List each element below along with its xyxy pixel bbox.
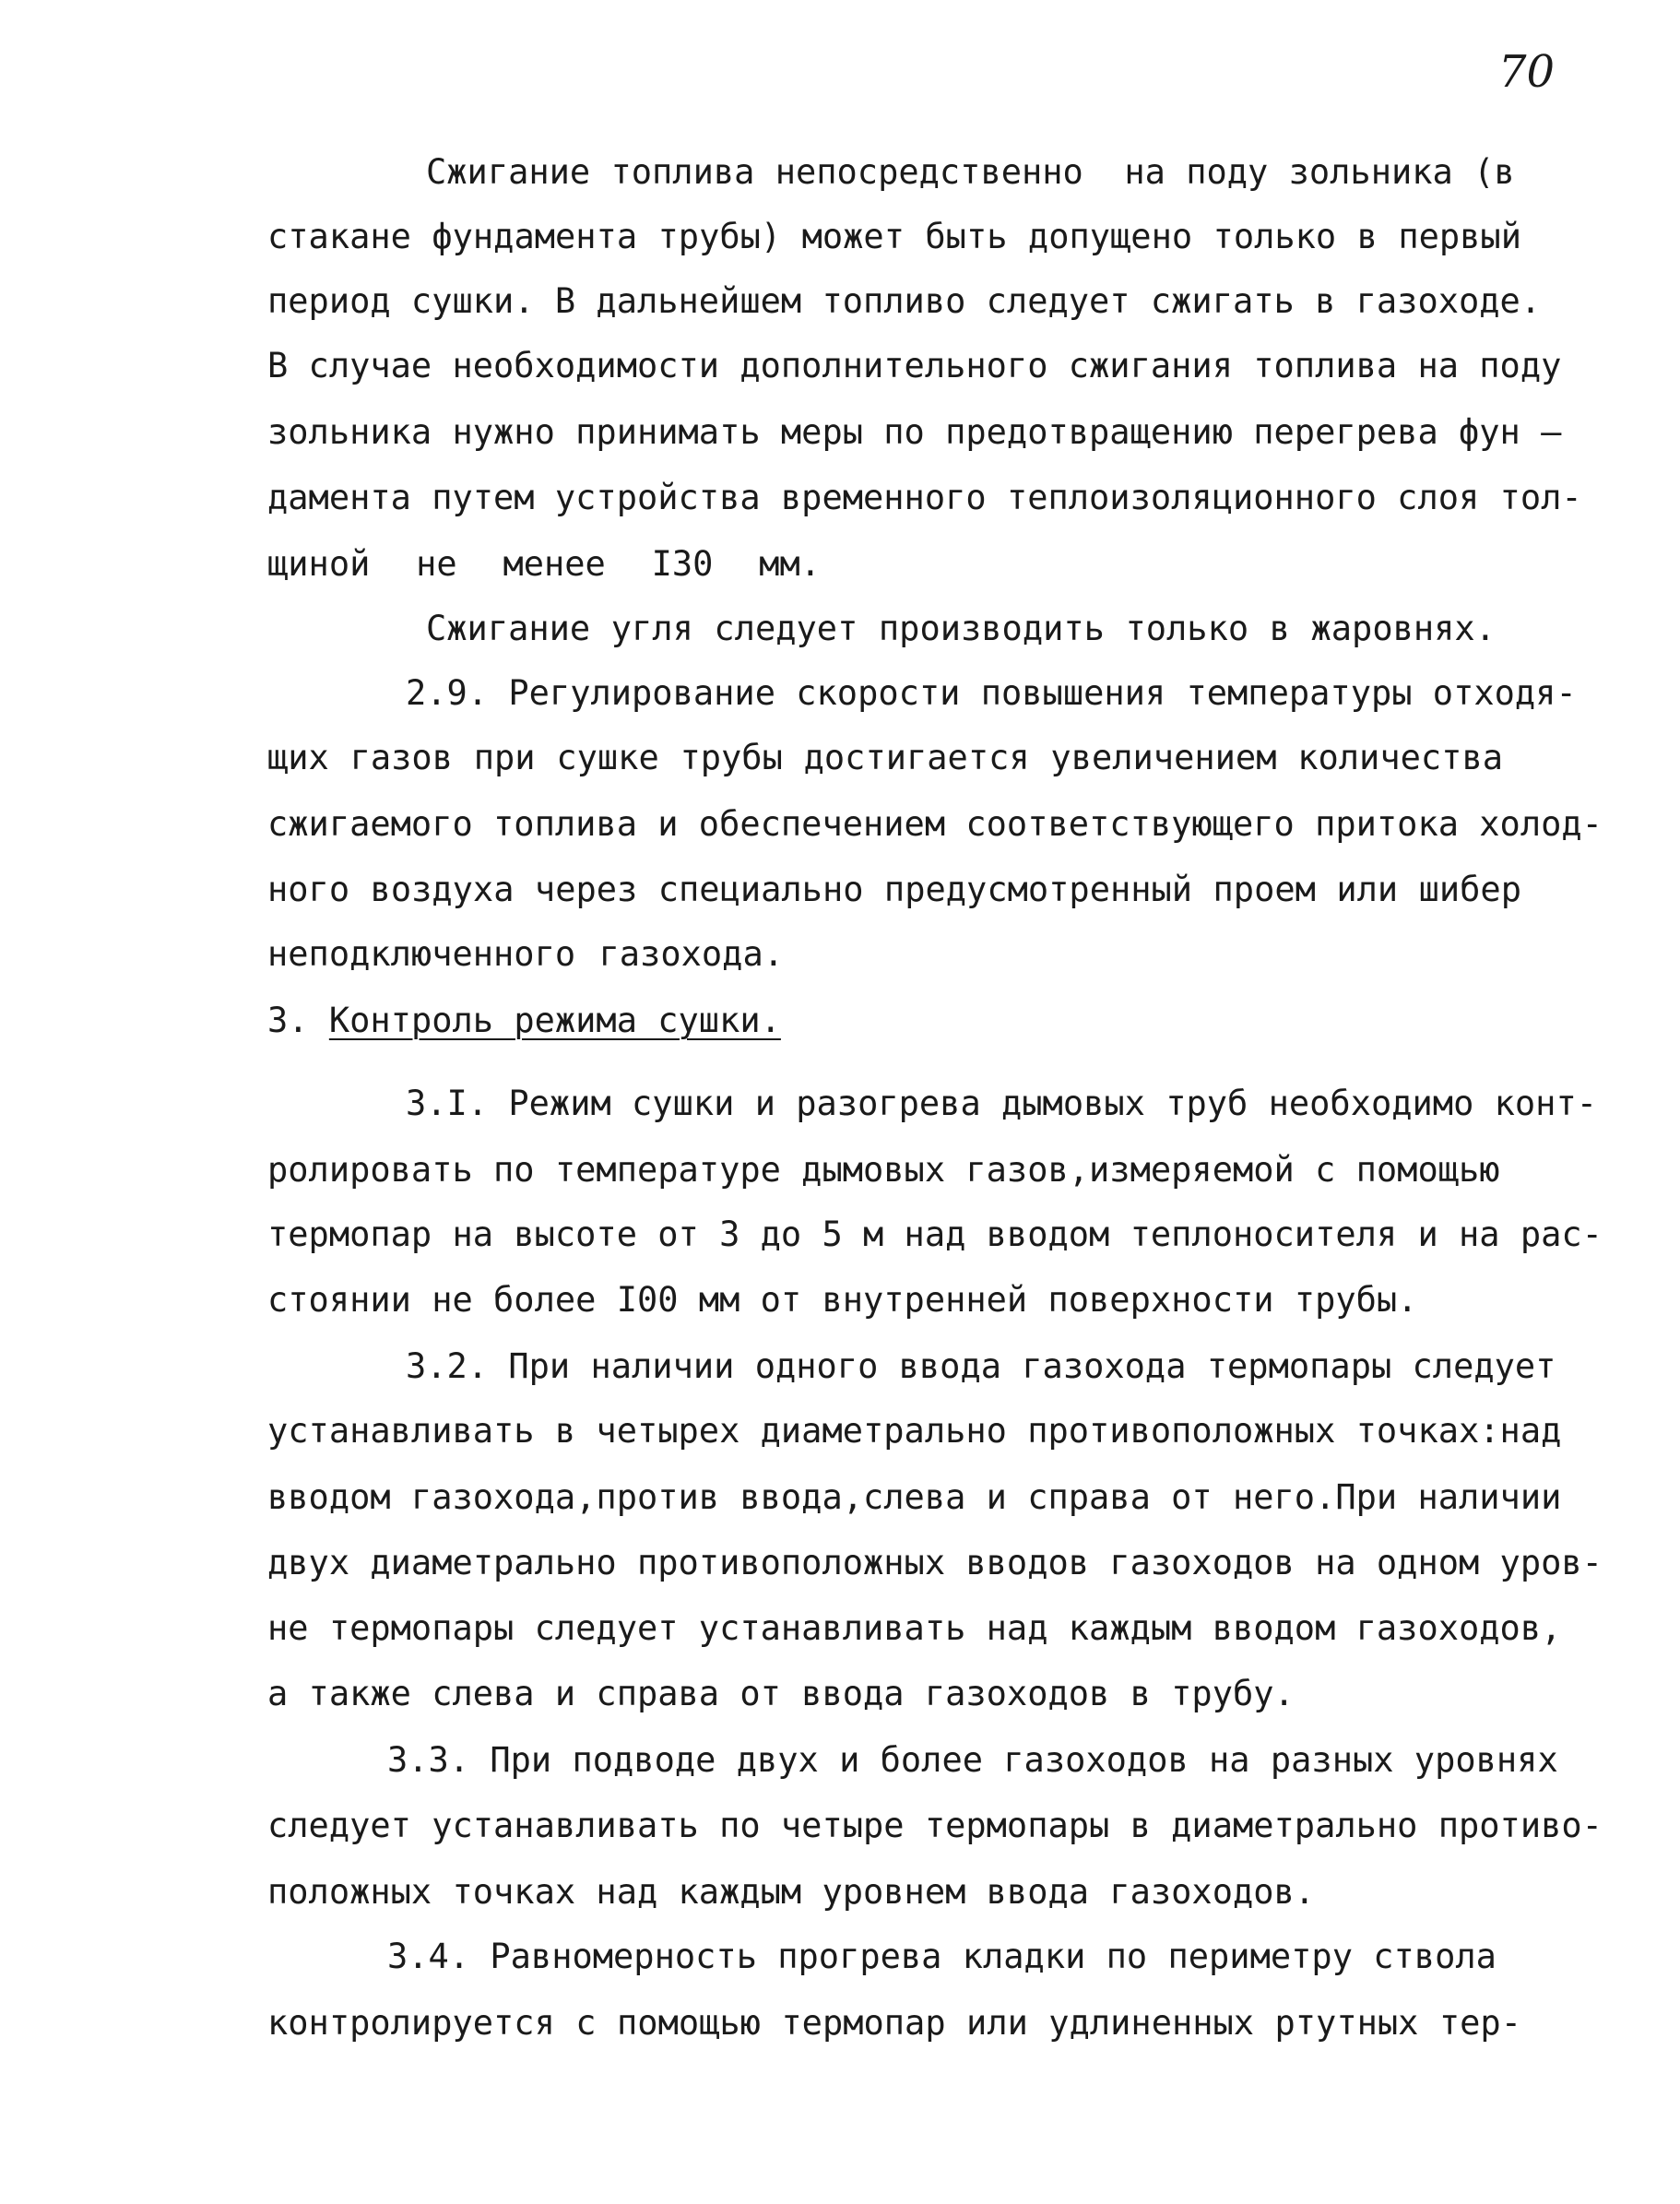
text-line: 3.2. При наличии одного ввода газохода термопары следует: [406, 1346, 1556, 1386]
text-line: дамента путем устройства временного теплоизоляционного слоя тол-: [267, 478, 1582, 517]
text-line: устанавливать в четырех диаметрально противоположных точках:над: [267, 1411, 1562, 1451]
text-line: ного воздуха через специально предусмотренный проем или шибер: [267, 870, 1521, 909]
section-heading: [267, 1001, 781, 1041]
text-line: Сжигание угля следует производить только в жаровнях.: [426, 609, 1496, 648]
text-line: В случае необходимости дополнительного сжигания топлива на поду: [267, 346, 1562, 385]
text-line: контролируется с помощью термопар или удлиненных ртутных тер-: [267, 2003, 1521, 2043]
text-line: не термопары следует устанавливать над каждым вводом газоходов,: [267, 1608, 1562, 1648]
text-line: щих газов при сушке трубы достигается увеличением количества: [267, 738, 1503, 777]
text-line: следует устанавливать по четыре термопары в диаметрально противо-: [267, 1806, 1603, 1845]
text-line: щиной не менее I30 мм.: [267, 544, 821, 584]
text-line: 3.4. Равномерность прогрева кладки по периметру ствола: [387, 1937, 1497, 1976]
section-title: Контроль режима сушки.: [328, 1001, 781, 1040]
text-line: а также слева и справа от ввода газоходов в трубу.: [267, 1674, 1295, 1713]
text-line: термопар на высоте от 3 до 5 м над вводом теплоносителя и на рас-: [267, 1215, 1603, 1254]
text-line: сжигаемого топлива и обеспечением соответствующего притока холод-: [267, 804, 1603, 844]
text-line: ролировать по температуре дымовых газов,измеряемой с помощью: [267, 1150, 1500, 1190]
page-number: 70: [1498, 46, 1556, 98]
text-line: вводом газохода,против ввода,слева и справа от него.При наличии: [267, 1477, 1562, 1517]
text-line: период сушки. В дальнейшем топливо следует сжигать в газоходе.: [267, 281, 1542, 321]
text-line: 2.9. Регулирование скорости повышения температуры отходя-: [406, 673, 1577, 713]
text-line: 3.3. При подводе двух и более газоходов на разных уровнях: [387, 1740, 1558, 1780]
text-line: двух диаметрально противоположных вводов газоходов на одном уров-: [267, 1543, 1603, 1582]
text-line: стоянии не более I00 мм от внутренней поверхности трубы.: [267, 1280, 1418, 1320]
text-line: 3.I. Режим сушки и разогрева дымовых труб необходимо конт-: [406, 1084, 1598, 1123]
text-line: стакане фундамента трубы) может быть допущено только в первый: [267, 217, 1521, 256]
text-line: неподключенного газохода.: [267, 934, 784, 974]
section-number: 3.: [267, 1001, 309, 1040]
text-line: зольника нужно принимать меры по предотвращению перегрева фун –: [267, 412, 1562, 452]
text-line: Сжигание топлива непосредственно на поду зольника (в: [426, 152, 1515, 192]
text-line: положных точках над каждым уровнем ввода газоходов.: [267, 1872, 1316, 1912]
